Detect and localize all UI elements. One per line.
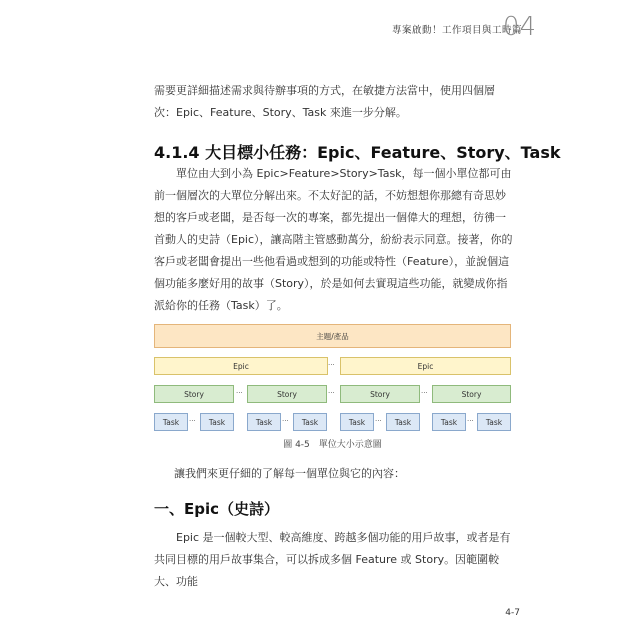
task-box: Task — [293, 413, 327, 431]
ellipsis: ··· — [328, 389, 335, 397]
ellipsis: ··· — [189, 417, 196, 425]
story-box: Story — [340, 385, 420, 403]
story-box: Story — [432, 385, 511, 403]
story-box: Story — [154, 385, 234, 403]
epic-box: Epic — [154, 357, 328, 375]
ellipsis: ··· — [467, 417, 474, 425]
body-paragraph: Epic 是一個較大型、較高維度、跨越多個功能的用戶故事，或者是有共同目標的用戶故事集合，可以拆成多個 Feature 或 Story。因範圍較大、功能 — [154, 531, 511, 588]
theme-box: 主題/產品 — [154, 324, 511, 348]
figure-caption: 圖 4-5 單位大小示意圖 — [283, 440, 382, 450]
ellipsis: ··· — [328, 361, 335, 369]
epic-box: Epic — [340, 357, 511, 375]
task-box: Task — [477, 413, 511, 431]
task-box: Task — [386, 413, 420, 431]
ellipsis: ··· — [421, 389, 428, 397]
ellipsis: ··· — [375, 417, 382, 425]
ellipsis: ··· — [236, 389, 243, 397]
ellipsis: ··· — [282, 417, 289, 425]
task-box: Task — [200, 413, 234, 431]
task-box: Task — [432, 413, 466, 431]
running-header-title: 專案啟動！工作項目與工時篇 — [391, 25, 522, 36]
chapter-number: 04 — [502, 12, 536, 42]
body-paragraph: 單位由大到小為 Epic>Feature>Story>Task，每一個小單位都可由前一個層次的大單位分解出來。不太好記的話，不妨想想你那總有奇思妙想的客戶或老闆，是否每一次的專案，都先提出一個偉大的理想，彷彿一首動人的史詩（Epic），讓高階主管感動萬分，紛紛表示同意。接著，你的客戶或老闆會提出一些他看過或想到的功能或特性（Feature），並說個這個功能多麼好用的故事（Story），於是如何去實現這些功能，就變成你指派給你的任務（Task）了。 — [154, 167, 513, 312]
section-heading: 4.1.4 大目標小任務：Epic、Feature、Story、Task — [154, 143, 561, 162]
task-box: Task — [340, 413, 374, 431]
task-box: Task — [247, 413, 281, 431]
story-box: Story — [247, 385, 327, 403]
task-box: Task — [154, 413, 188, 431]
intro-paragraph: 需要更詳細描述需求與待辦事項的方式，在敏捷方法當中，使用四個層次：Epic、Feature、Story、Task 來進一步分解。 — [154, 84, 495, 119]
subsection-heading: 一、Epic（史詩） — [154, 500, 280, 518]
body-paragraph: 讓我們來更仔細的了解每一個單位與它的內容： — [174, 467, 405, 480]
page-number: 4-7 — [505, 608, 520, 618]
